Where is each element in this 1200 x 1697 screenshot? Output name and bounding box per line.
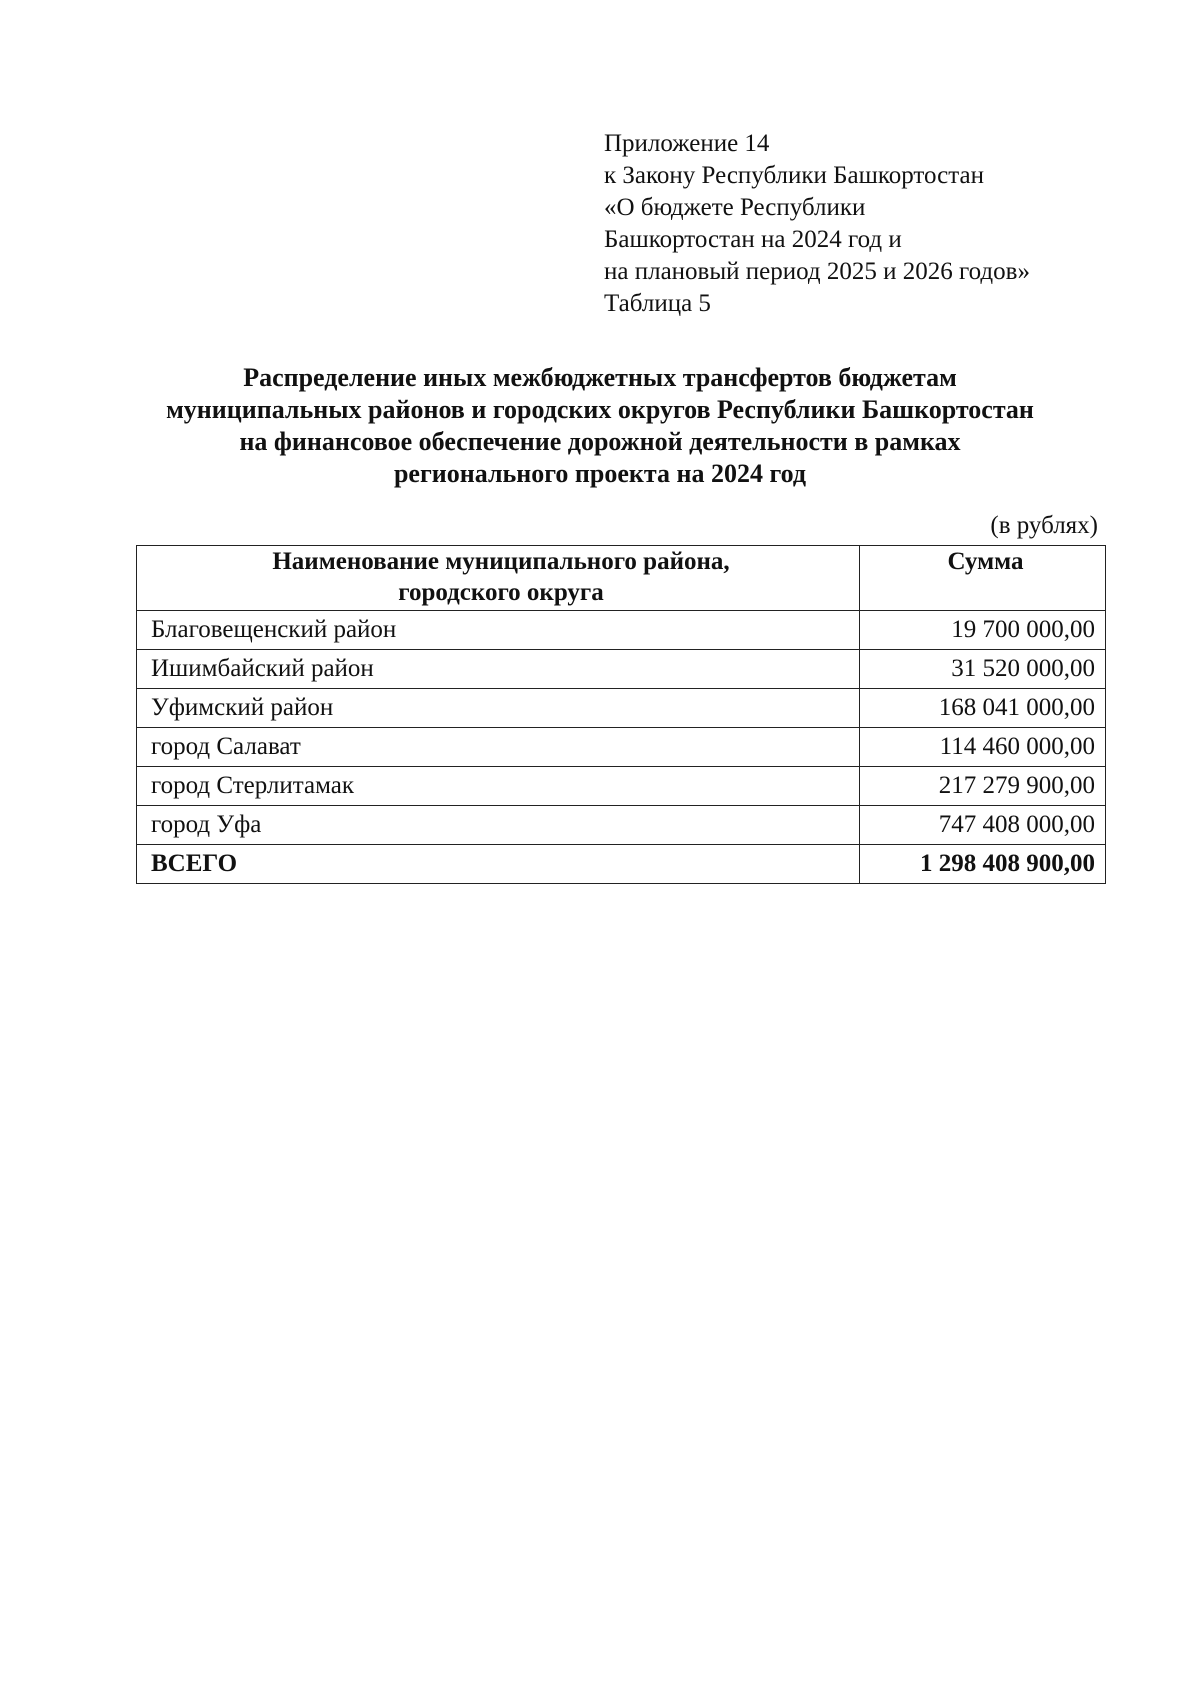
row-name: Уфимский район bbox=[137, 689, 860, 728]
title-line: Распределение иных межбюджетных трансфертов бюджетам bbox=[243, 363, 957, 392]
row-name: город Салават bbox=[137, 728, 860, 767]
table-row bbox=[137, 728, 1106, 767]
table-row bbox=[137, 650, 1106, 689]
column-header-name-line1: Наименование муниципального района, bbox=[272, 548, 730, 575]
row-name: Ишимбайский район bbox=[137, 650, 860, 689]
units-label: (в рублях) bbox=[990, 512, 1098, 539]
row-amount: 747 408 000,00 bbox=[860, 806, 1106, 845]
row-amount: 31 520 000,00 bbox=[860, 650, 1106, 689]
table-row bbox=[137, 689, 1106, 728]
row-name: город Уфа bbox=[137, 806, 860, 845]
row-amount: 114 460 000,00 bbox=[860, 728, 1106, 767]
total-amount: 1 298 408 900,00 bbox=[860, 845, 1106, 884]
transfers-table bbox=[136, 545, 1106, 884]
total-label: ВСЕГО bbox=[137, 845, 860, 884]
row-amount: 19 700 000,00 bbox=[860, 611, 1106, 650]
title-line: муниципальных районов и городских округов Республики Башкортостан bbox=[166, 395, 1034, 424]
appendix-line: на плановый период 2025 и 2026 годов» bbox=[604, 258, 1030, 285]
table-total-row bbox=[137, 845, 1106, 884]
appendix-line: Приложение 14 bbox=[604, 130, 770, 157]
table-row bbox=[137, 806, 1106, 845]
appendix-table-number: Таблица 5 bbox=[604, 290, 711, 317]
row-name: Благовещенский район bbox=[137, 611, 860, 650]
column-header-amount: Сумма bbox=[860, 546, 1106, 611]
appendix-block bbox=[604, 128, 1124, 320]
table-row bbox=[137, 611, 1106, 650]
row-amount: 168 041 000,00 bbox=[860, 689, 1106, 728]
appendix-line: Башкортостан на 2024 год и bbox=[604, 226, 902, 253]
title-line: регионального проекта на 2024 год bbox=[393, 459, 807, 488]
column-header-name bbox=[137, 546, 860, 611]
column-header-name-line2: городского округа bbox=[398, 579, 604, 606]
appendix-line: к Закону Республики Башкортостан bbox=[604, 162, 984, 189]
document-title bbox=[120, 362, 1080, 490]
table-row bbox=[137, 767, 1106, 806]
title-line: на финансовое обеспечение дорожной деятельности в рамках bbox=[239, 427, 961, 456]
row-amount: 217 279 900,00 bbox=[860, 767, 1106, 806]
row-name: город Стерлитамак bbox=[137, 767, 860, 806]
appendix-line: «О бюджете Республики bbox=[604, 194, 866, 221]
table-header-row bbox=[137, 546, 1106, 611]
